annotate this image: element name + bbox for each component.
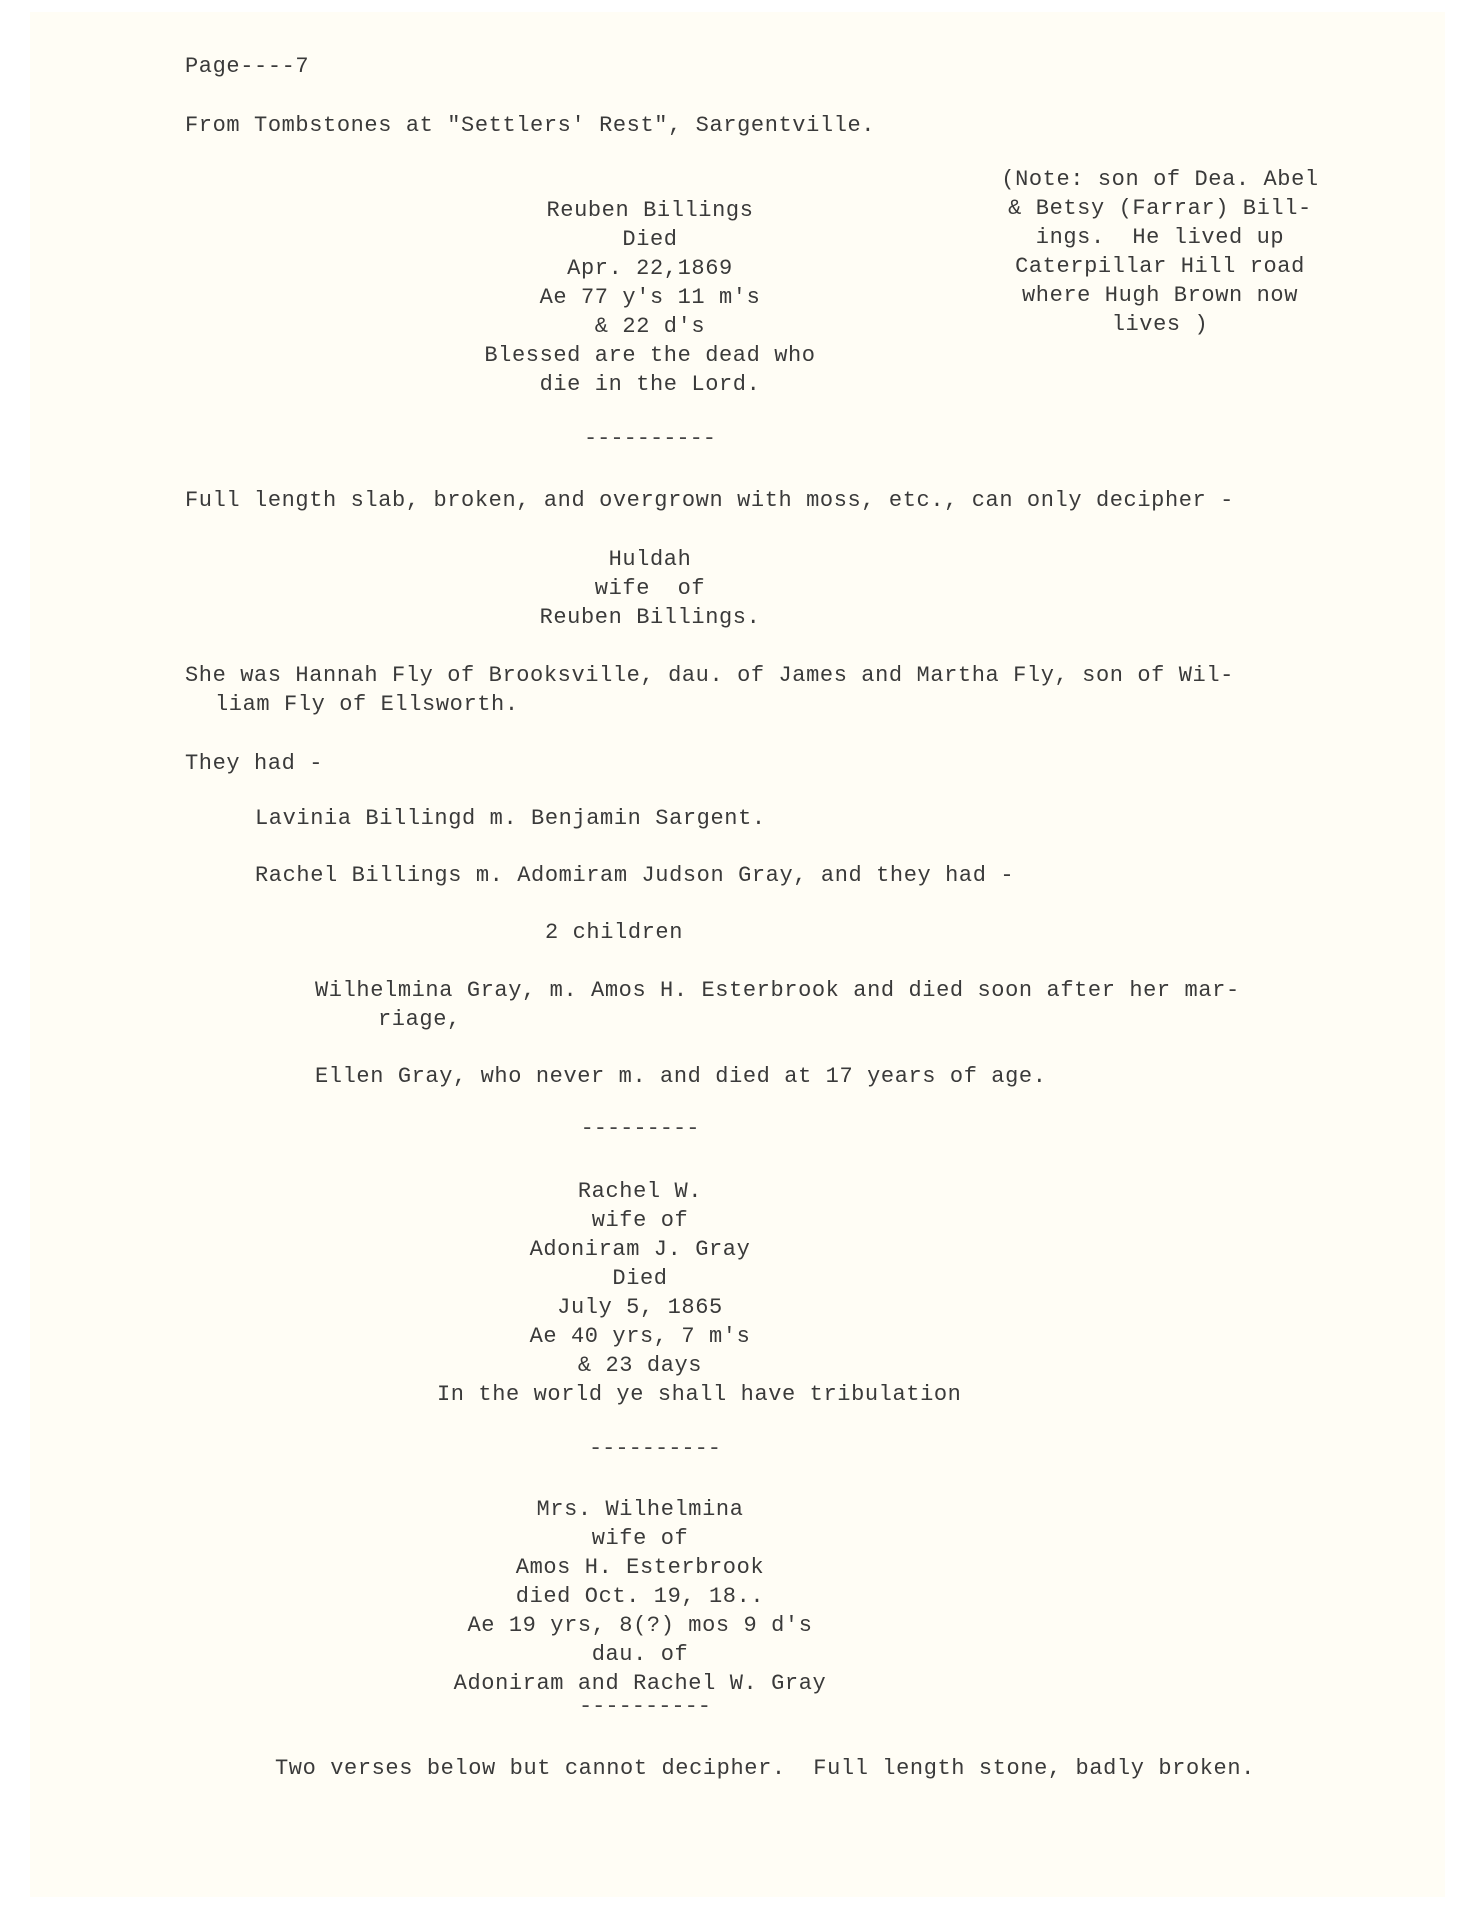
note-line: lives ) [1111, 312, 1209, 337]
lavinia-line: Lavinia Billingd m. Benjamin Sargent. [255, 806, 766, 831]
note-line: Caterpillar Hill road [1015, 254, 1305, 279]
stone-line: Rachel W. [577, 1179, 703, 1204]
note-line: ings. He lived up [1035, 225, 1285, 250]
separator-rule: ---------- [583, 426, 717, 451]
stone-line: Apr. 22,1869 [567, 256, 733, 281]
separator-rule: --------- [580, 1116, 700, 1141]
stone-line: Ae 40 yrs, 7 m's [529, 1324, 751, 1349]
stone-line: Huldah [608, 547, 692, 572]
they-had: They had - [185, 751, 324, 776]
children-count: 2 children [545, 920, 684, 945]
stone-line: dau. of [591, 1642, 689, 1667]
stone-line: Adoniram and Rachel W. Gray [453, 1671, 827, 1696]
stone-epitaph: In the world ye shall have tribulation [437, 1382, 962, 1407]
footer-note: Two verses below but cannot decipher. Full length stone, badly broken. [275, 1756, 1255, 1781]
hannah-line-2: liam Fly of Ellsworth. [215, 692, 519, 717]
stone-line: & 23 days [577, 1353, 703, 1378]
stone-line: Amos H. Esterbrook [515, 1555, 765, 1580]
stone-line: Reuben Billings [546, 198, 754, 223]
hannah-line-1: She was Hannah Fly of Brooksville, dau. of James and Martha Fly, son of Wil- [185, 663, 1234, 688]
wilhelmina-line-1: Wilhelmina Gray, m. Amos H. Esterbrook and died soon after her mar- [315, 978, 1240, 1003]
intro-line: From Tombstones at "Settlers' Rest", Sargentville. [185, 113, 876, 138]
separator-rule: ---------- [588, 1436, 722, 1461]
note-line: & Betsy (Farrar) Bill- [1008, 196, 1312, 221]
note-line: (Note: son of Dea. Abel [1001, 167, 1319, 192]
stone-line: Reuben Billings. [539, 605, 761, 630]
stone-line: died Oct. 19, 18.. [515, 1584, 765, 1609]
wilhelmina-line-2: riage, [378, 1007, 461, 1032]
stone-line: wife of [594, 576, 706, 601]
stone-line: & 22 d's [594, 314, 706, 339]
stone-line: Mrs. Wilhelmina [536, 1497, 744, 1522]
rachel-line: Rachel Billings m. Adomiram Judson Gray, and they had - [255, 863, 1015, 888]
stone-line: Blessed are the dead who [484, 343, 816, 368]
stone-line: Died [622, 227, 678, 252]
stone-line: wife of [591, 1526, 689, 1551]
stone-line: wife of [591, 1208, 689, 1233]
stone-line: die in the Lord. [539, 372, 761, 397]
slab-description: Full length slab, broken, and overgrown with moss, etc., can only decipher - [185, 488, 1234, 513]
note-line: where Hugh Brown now [1021, 283, 1299, 308]
separator-rule: ---------- [578, 1694, 712, 1719]
page-number: Page----7 [185, 54, 310, 79]
stone-line: Ae 19 yrs, 8(?) mos 9 d's [467, 1613, 813, 1638]
stone-line: Died [612, 1266, 668, 1291]
stone-line: July 5, 1865 [557, 1295, 723, 1320]
stone-line: Adoniram J. Gray [529, 1237, 751, 1262]
stone-line: Ae 77 y's 11 m's [539, 285, 761, 310]
ellen-line: Ellen Gray, who never m. and died at 17 years of age. [315, 1064, 1047, 1089]
